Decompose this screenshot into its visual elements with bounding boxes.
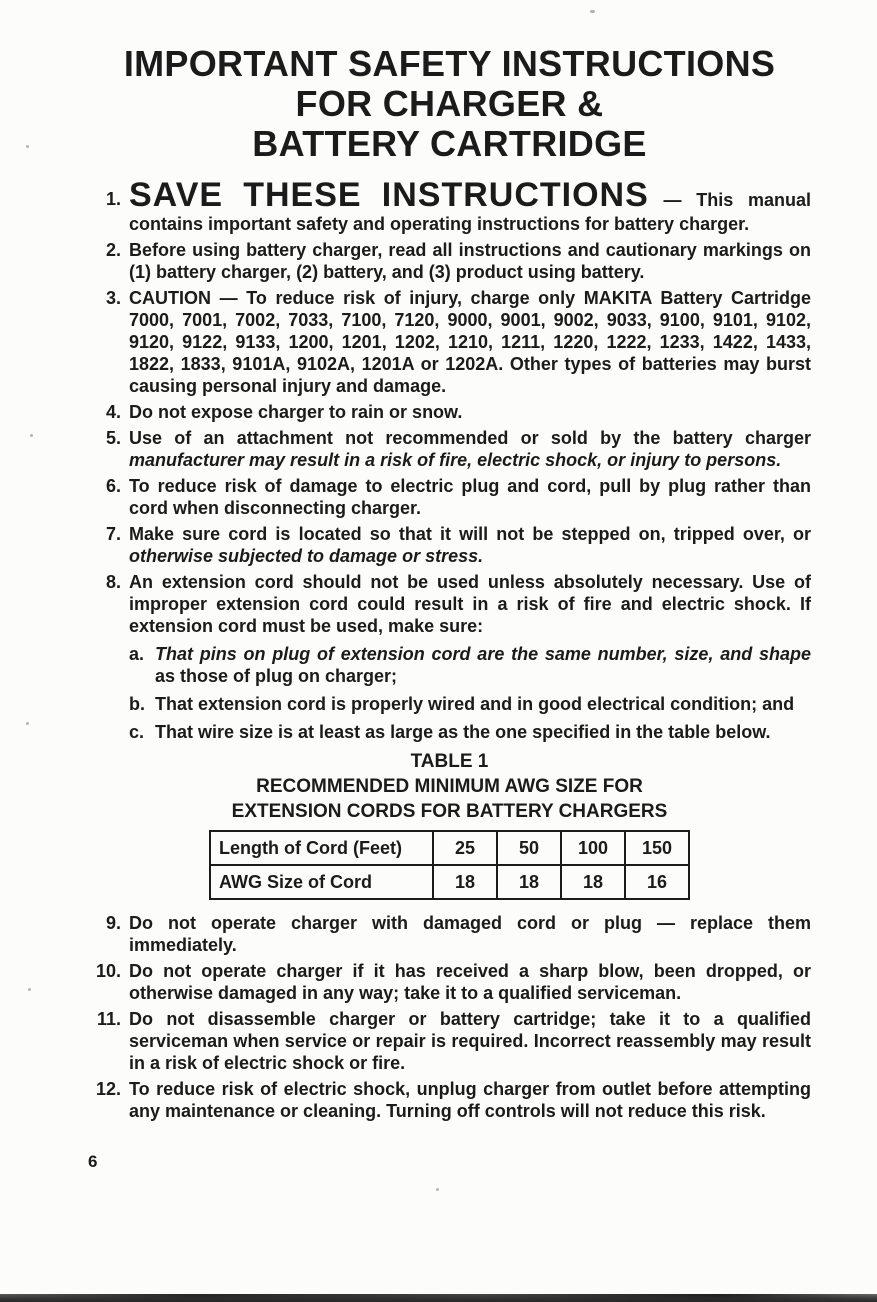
table-cell-value: 16	[625, 865, 689, 899]
sub-item-c	[129, 721, 811, 743]
item-text	[129, 523, 811, 567]
item-text-main: An extension cord should not be used unless absolutely necessary. Use of improper extension cord could result in a risk of fire and electric shock. If extension cord must be used, make sure:	[129, 572, 811, 636]
item-number: 3.	[105, 288, 121, 308]
item-text: Do not expose charger to rain or snow.	[129, 402, 463, 422]
sub-item-b	[129, 693, 811, 715]
table-cell-label: Length of Cord (Feet)	[210, 831, 433, 865]
page-title	[88, 44, 811, 164]
item-text	[129, 571, 811, 743]
save-instructions-heading: SAVE THESE INSTRUCTIONS	[129, 176, 649, 214]
item-text: To reduce risk of damage to electric plug and cord, pull by plug rather than cord when disconnecting charger.	[129, 476, 811, 518]
item-text-segment-italic: manufacturer may result in a risk of fire, electric shock, or injury to persons.	[129, 450, 782, 470]
item-text	[129, 177, 811, 235]
item-number: 5.	[105, 428, 121, 448]
item-text-segment: Make sure cord is located so that it will not be stepped on, tripped over, or	[129, 524, 811, 544]
sub-item-text	[155, 643, 811, 687]
sub-item-text: That wire size is at least as large as the one specified in the table below.	[155, 722, 771, 742]
scan-speck	[436, 1188, 439, 1191]
table-cell-label: AWG Size of Cord	[210, 865, 433, 899]
table-row-length	[210, 831, 689, 865]
scan-speck	[30, 434, 33, 437]
table-cell-value: 150	[625, 831, 689, 865]
table-cell-value: 18	[433, 865, 497, 899]
table-title: TABLE 1	[410, 751, 489, 772]
safety-item-10	[88, 960, 811, 1004]
scan-edge	[0, 1294, 877, 1302]
safety-item-11	[88, 1008, 811, 1074]
scan-speck	[26, 145, 29, 148]
item-number: 9.	[105, 913, 121, 933]
sub-item-letter: c.	[129, 722, 145, 742]
safety-item-4	[88, 401, 811, 423]
table-cell-value: 18	[561, 865, 625, 899]
item-number: 8.	[105, 572, 121, 592]
item-number: 1.	[105, 189, 121, 209]
item-text	[129, 427, 811, 471]
page-title-line-3: BATTERY CARTRIDGE	[252, 123, 647, 164]
table-row-awg	[210, 865, 689, 899]
sub-item-letter: b.	[129, 694, 145, 714]
item-text-segment: Use of an attachment not recommended or sold by the battery charger	[129, 428, 811, 448]
sub-item-text-segment: as those of plug on charger;	[155, 666, 398, 686]
safety-item-3	[88, 287, 811, 397]
page-title-line-2: FOR CHARGER &	[295, 83, 604, 124]
safety-item-2	[88, 239, 811, 283]
safety-item-7	[88, 523, 811, 567]
sub-item-text-segment-italic: That pins on plug of extension cord are the same number, size, and shape	[155, 644, 811, 664]
sub-item-a	[129, 643, 811, 687]
item-number: 12.	[95, 1079, 121, 1099]
page-number: 6	[88, 1152, 98, 1171]
save-instructions-text: — This manual contains important safety and operating instructions for battery charger.	[129, 190, 811, 234]
table-subtitle-2: EXTENSION CORDS FOR BATTERY CHARGERS	[231, 801, 668, 822]
item-number: 4.	[105, 402, 121, 422]
scan-speck	[26, 722, 29, 725]
table-cell-value: 18	[497, 865, 561, 899]
awg-table-section	[88, 749, 811, 900]
table-cell-value: 100	[561, 831, 625, 865]
scan-speck	[28, 988, 31, 991]
sub-item-letter: a.	[129, 644, 145, 664]
item-text: CAUTION — To reduce risk of injury, charge only MAKITA Battery Cartridge 7000, 7001, 7002, 7033, 7100, 7120, 9000, 9001, 9002, 9033, 9100, 9101, 9102, 9120, 9122, 9133, 1200, 1201, 1202, 1210, 1211, 1220, 1222, 1233, 1422, 1433, 1822, 1833, 9101A, 9102A, 1201A or 1202A. Other types of batteries may burst causing personal injury and damage.	[129, 288, 811, 396]
awg-table	[209, 830, 690, 900]
item-number: 2.	[105, 240, 121, 260]
item-text: To reduce risk of electric shock, unplug charger from outlet before attempting any maintenance or cleaning. Turning off controls will not reduce this risk.	[129, 1079, 811, 1121]
item-number: 11.	[96, 1009, 121, 1029]
safety-item-1	[88, 177, 811, 235]
safety-item-12	[88, 1078, 811, 1122]
item-number: 7.	[105, 524, 121, 544]
item-text: Do not operate charger with damaged cord or plug — replace them immediately.	[129, 913, 811, 955]
item-text: Do not operate charger if it has received a sharp blow, been dropped, or otherwise damaged in any way; take it to a qualified serviceman.	[129, 961, 811, 1003]
item-number: 10.	[95, 961, 121, 981]
scan-speck	[590, 10, 595, 13]
table-subtitle-1: RECOMMENDED MINIMUM AWG SIZE FOR	[256, 776, 643, 797]
safety-item-8	[88, 571, 811, 743]
table-cell-value: 25	[433, 831, 497, 865]
item-text: Do not disassemble charger or battery cartridge; take it to a qualified serviceman when service or repair is required. Incorrect reassembly may result in a risk of electric shock or fire.	[129, 1009, 811, 1073]
sub-item-text: That extension cord is properly wired and in good electrical condition; and	[155, 694, 795, 714]
safety-item-9	[88, 912, 811, 956]
item-number: 6.	[105, 476, 121, 496]
safety-item-5	[88, 427, 811, 471]
item-text: Before using battery charger, read all instructions and cautionary markings on (1) battery charger, (2) battery, and (3) product using battery.	[129, 240, 811, 282]
safety-item-6	[88, 475, 811, 519]
page-title-line-1: IMPORTANT SAFETY INSTRUCTIONS	[123, 43, 776, 84]
item-text-segment-italic: otherwise subjected to damage or stress.	[129, 546, 484, 566]
table-cell-value: 50	[497, 831, 561, 865]
